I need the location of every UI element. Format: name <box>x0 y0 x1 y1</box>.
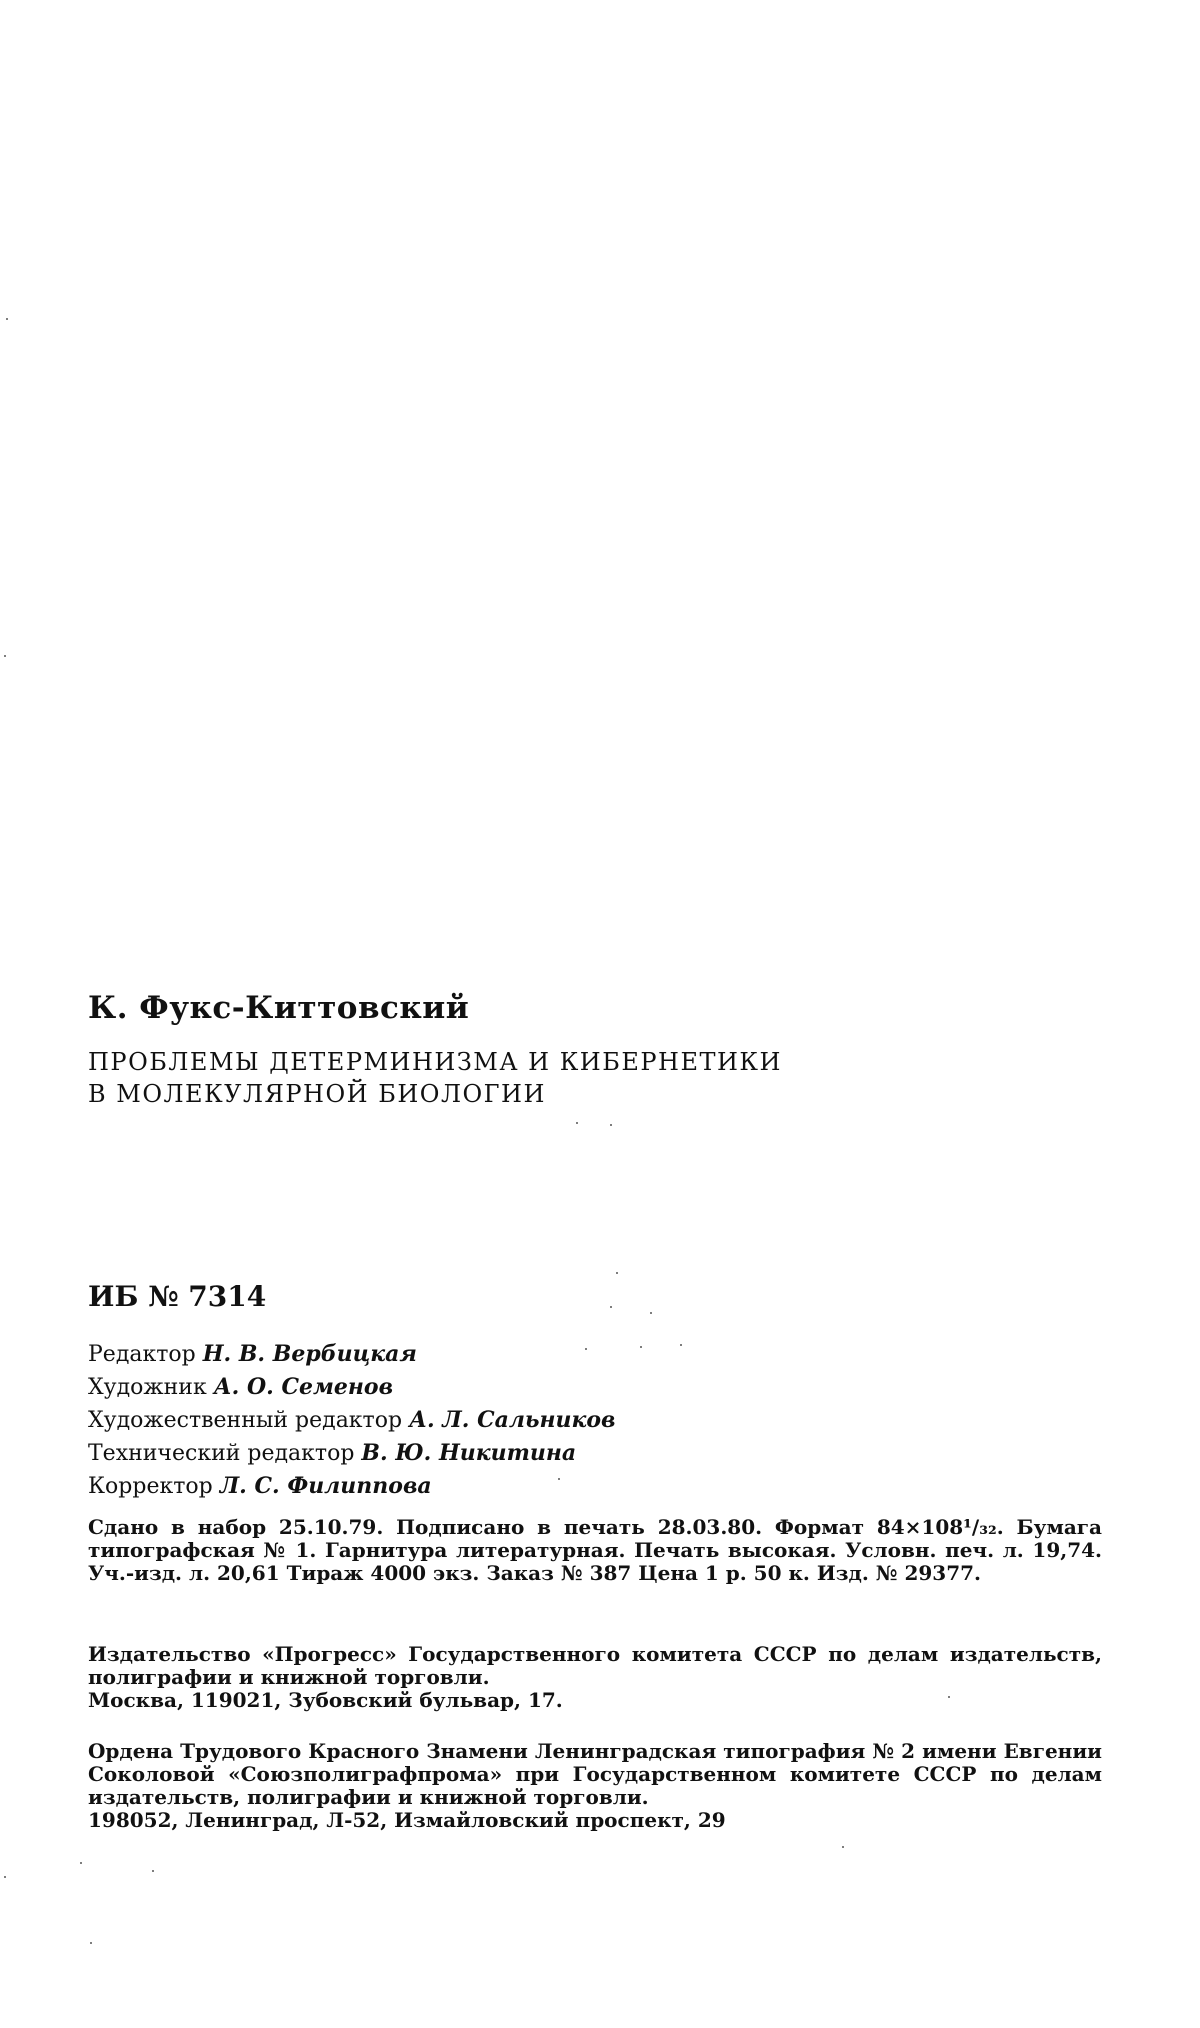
credit-editor <box>88 1338 616 1371</box>
credit-name: В. Ю. Никитина <box>361 1440 577 1466</box>
scan-speck <box>640 1346 642 1348</box>
author-name: К. Фукс-Киттовский <box>88 990 470 1026</box>
book-title <box>88 1046 782 1110</box>
scan-speck <box>576 1122 578 1124</box>
credit-role: Художник <box>88 1375 207 1400</box>
scan-speck <box>948 1696 950 1698</box>
printer-info <box>88 1740 1102 1832</box>
credit-name: А. Л. Сальников <box>409 1407 616 1433</box>
scan-speck <box>90 1942 92 1944</box>
scan-speck <box>585 1348 587 1350</box>
scan-speck <box>680 1344 682 1346</box>
scan-speck <box>610 1306 612 1308</box>
printer-name: Ордена Трудового Красного Знамени Ленинградская типография № 2 имени Евгении Соколовой «Союзполиграфпрома» при Государственном комитете СССР по делам издательств, полиграфии и книжной торговли. <box>88 1739 1102 1809</box>
publisher-name: Издательство «Прогресс» Государственного комитета СССР по делам издательств, полиграфии и книжной торговли. <box>88 1642 1102 1689</box>
credit-tech-editor <box>88 1437 616 1470</box>
publisher-info <box>88 1643 1102 1712</box>
credit-name: Н. В. Вербицкая <box>202 1341 417 1367</box>
book-title-line-1: ПРОБЛЕМЫ ДЕТЕРМИНИЗМА И КИБЕРНЕТИКИ <box>88 1048 782 1076</box>
credit-name: А. О. Семенов <box>213 1374 394 1400</box>
scan-speck <box>610 1124 612 1126</box>
credit-role: Редактор <box>88 1342 196 1367</box>
scan-speck <box>842 1846 844 1848</box>
scan-speck <box>4 655 6 657</box>
scan-speck <box>80 1862 82 1864</box>
publisher-address: Москва, 119021, Зубовский бульвар, 17. <box>88 1688 563 1712</box>
credit-role: Художественный редактор <box>88 1408 403 1433</box>
credit-art-editor <box>88 1404 616 1437</box>
scan-speck <box>4 1876 6 1878</box>
scan-speck <box>558 1478 560 1480</box>
scan-speck <box>152 1870 154 1872</box>
credit-role: Корректор <box>88 1474 213 1499</box>
credit-artist <box>88 1371 616 1404</box>
credits-list <box>88 1338 616 1503</box>
book-title-line-2: В МОЛЕКУЛЯРНОЙ БИОЛОГИИ <box>88 1080 546 1108</box>
credit-name: Л. С. Филиппова <box>219 1473 432 1499</box>
print-info: Сдано в набор 25.10.79. Подписано в печать 28.03.80. Формат 84×108¹/₃₂. Бумага типографская № 1. Гарнитура литературная. Печать высокая. Условн. печ. л. 19,74. Уч.-изд. л. 20,61 Тираж 4000 экз. Заказ № 387 Цена 1 р. 50 к. Изд. № 29377. <box>88 1515 1102 1585</box>
ib-number: ИБ № 7314 <box>88 1280 267 1313</box>
scan-speck <box>616 1272 618 1274</box>
scan-speck <box>650 1312 652 1314</box>
credit-role: Технический редактор <box>88 1441 355 1466</box>
printer-address: 198052, Ленинград, Л-52, Измайловский проспект, 29 <box>88 1808 726 1832</box>
scan-speck <box>6 318 8 320</box>
credit-proofreader <box>88 1470 616 1503</box>
